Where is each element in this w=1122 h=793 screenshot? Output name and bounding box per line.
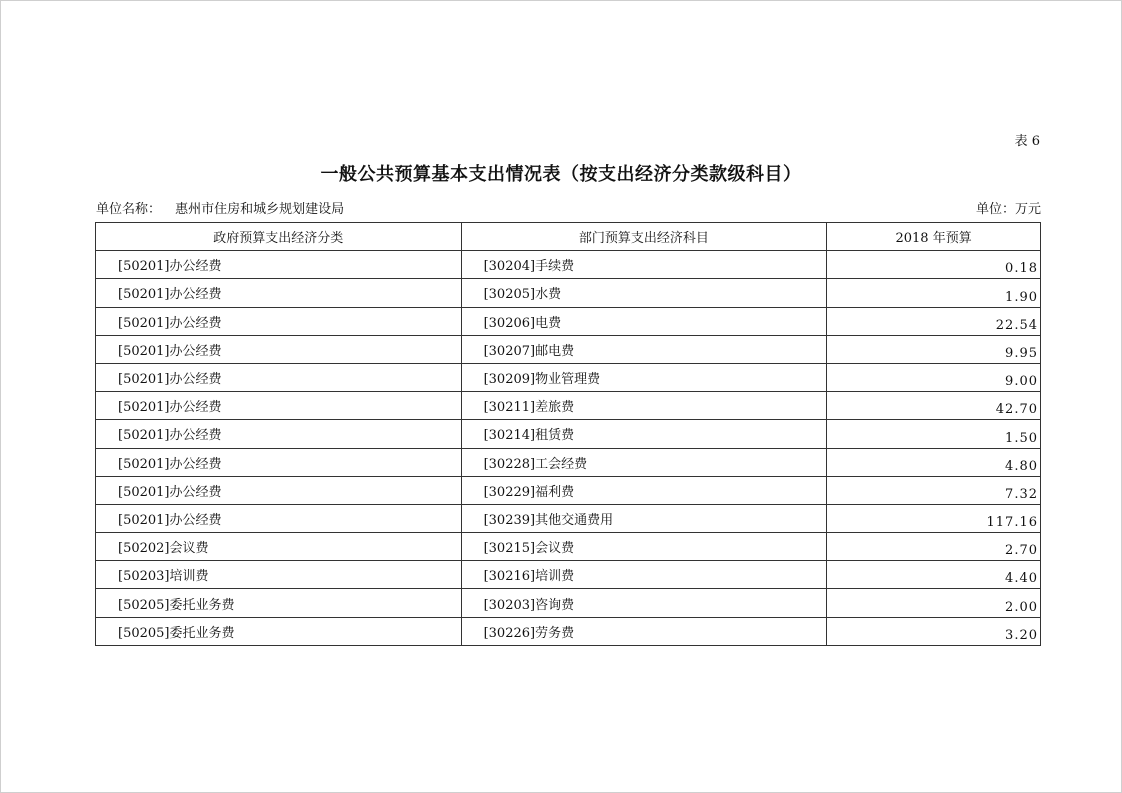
cell-gov-category: [50201]办公经费 [96, 420, 462, 448]
cell-amount: 2.00 [827, 589, 1041, 617]
header-budget-2018: 2018 年预算 [827, 223, 1041, 251]
table-row [96, 420, 1041, 448]
cell-gov-category: [50201]办公经费 [96, 504, 462, 532]
cell-amount: 4.80 [827, 448, 1041, 476]
cell-dept-subject: [30204]手续费 [461, 251, 827, 279]
cell-amount: 9.95 [827, 335, 1041, 363]
cell-amount: 7.32 [827, 476, 1041, 504]
table-row [96, 279, 1041, 307]
cell-gov-category: [50201]办公经费 [96, 448, 462, 476]
header-gov-category: 政府预算支出经济分类 [96, 223, 462, 251]
cell-dept-subject: [30206]电费 [461, 307, 827, 335]
unit-name-label: 单位名称： [96, 202, 162, 217]
cell-gov-category: [50202]会议费 [96, 533, 462, 561]
cell-dept-subject: [30228]工会经费 [461, 448, 827, 476]
cell-gov-category: [50201]办公经费 [96, 392, 462, 420]
currency-unit: 单位：万元 [975, 202, 1041, 217]
cell-dept-subject: [30203]咨询费 [461, 589, 827, 617]
table-row [96, 533, 1041, 561]
meta-row [96, 198, 1041, 217]
table-row [96, 617, 1041, 645]
table-body [96, 251, 1041, 646]
table-header-row [96, 223, 1041, 251]
cell-dept-subject: [30205]水费 [461, 279, 827, 307]
cell-gov-category: [50201]办公经费 [96, 335, 462, 363]
table-row [96, 335, 1041, 363]
cell-gov-category: [50205]委托业务费 [96, 589, 462, 617]
unit-name: 惠州市住房和城乡规划建设局 [175, 202, 345, 217]
header-dept-subject: 部门预算支出经济科目 [461, 223, 827, 251]
cell-gov-category: [50203]培训费 [96, 561, 462, 589]
cell-amount: 22.54 [827, 307, 1041, 335]
table-row [96, 392, 1041, 420]
cell-dept-subject: [30214]租赁费 [461, 420, 827, 448]
cell-gov-category: [50201]办公经费 [96, 251, 462, 279]
unit-name-block [96, 198, 344, 217]
cell-dept-subject: [30229]福利费 [461, 476, 827, 504]
cell-dept-subject: [30207]邮电费 [461, 335, 827, 363]
cell-dept-subject: [30215]会议费 [461, 533, 827, 561]
document-title: 一般公共预算基本支出情况表（按支出经济分类款级科目） [320, 164, 802, 185]
cell-dept-subject: [30209]物业管理费 [461, 363, 827, 391]
table-row [96, 448, 1041, 476]
cell-amount: 9.00 [827, 363, 1041, 391]
cell-gov-category: [50201]办公经费 [96, 279, 462, 307]
table-row [96, 307, 1041, 335]
cell-amount: 42.70 [827, 392, 1041, 420]
cell-amount: 4.40 [827, 561, 1041, 589]
cell-gov-category: [50201]办公经费 [96, 307, 462, 335]
cell-amount: 0.18 [827, 251, 1041, 279]
cell-dept-subject: [30211]差旅费 [461, 392, 827, 420]
cell-dept-subject: [30216]培训费 [461, 561, 827, 589]
table-row [96, 589, 1041, 617]
cell-dept-subject: [30226]劳务费 [461, 617, 827, 645]
cell-amount: 1.50 [827, 420, 1041, 448]
table-row [96, 504, 1041, 532]
cell-amount: 1.90 [827, 279, 1041, 307]
cell-amount: 117.16 [827, 504, 1041, 532]
cell-amount: 2.70 [827, 533, 1041, 561]
cell-dept-subject: [30239]其他交通费用 [461, 504, 827, 532]
cell-amount: 3.20 [827, 617, 1041, 645]
cell-gov-category: [50205]委托业务费 [96, 617, 462, 645]
cell-gov-category: [50201]办公经费 [96, 476, 462, 504]
table-number: 表 6 [1014, 134, 1040, 149]
expenditure-table [95, 222, 1041, 646]
table-row [96, 561, 1041, 589]
table-row [96, 251, 1041, 279]
table-row [96, 476, 1041, 504]
cell-gov-category: [50201]办公经费 [96, 363, 462, 391]
table-row [96, 363, 1041, 391]
